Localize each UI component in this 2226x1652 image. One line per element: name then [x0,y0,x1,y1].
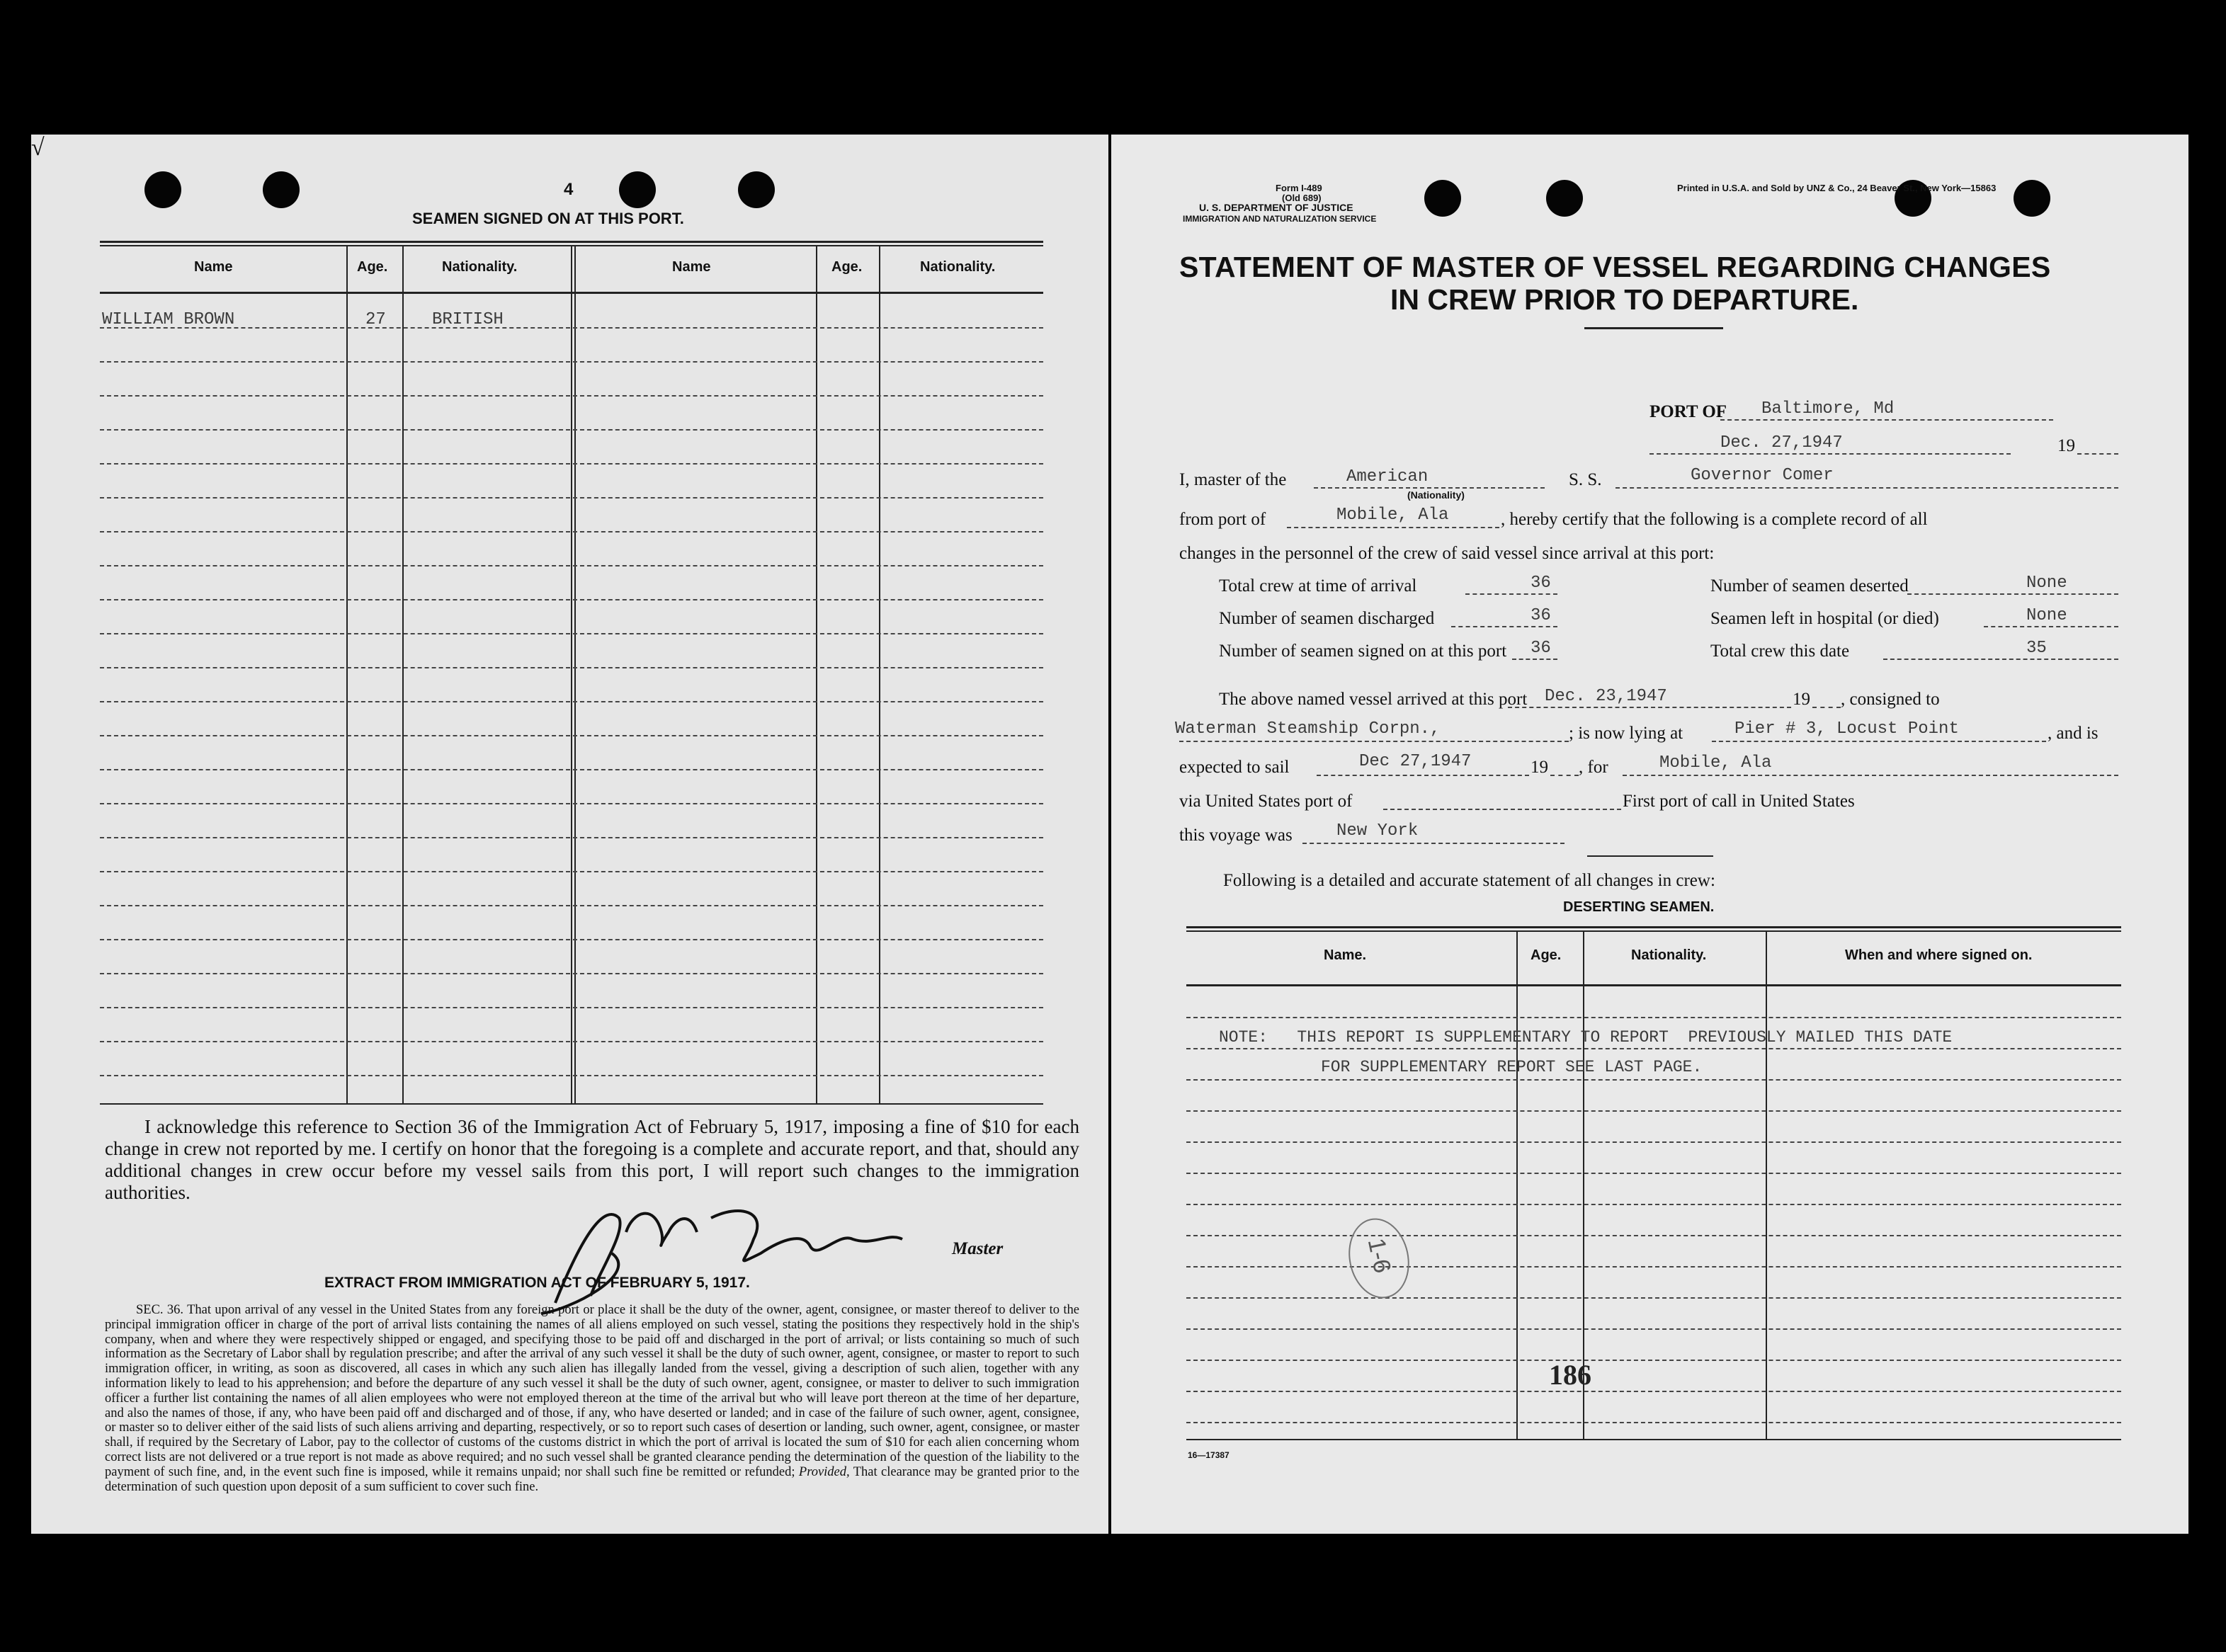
col-deserting-name: Name. [1324,947,1367,963]
expected-label: expected to sail [1179,758,1290,777]
punch-hole [2014,180,2050,217]
note-line2: FOR SUPPLEMENTARY REPORT SEE LAST PAGE. [1321,1058,1703,1076]
stat-total-arrival-label: Total crew at time of arrival [1219,576,1417,596]
col-deserting-age: Age. [1531,947,1562,963]
page-number: 4 [564,180,574,199]
printer-line: Printed in U.S.A. and Sold by UNZ & Co., 24 Beaver St., New York—15863 [1677,183,1997,193]
arrived-value: Dec. 23,1947 [1545,687,1667,706]
consignee-value: Waterman Steamship Corpn., [1175,719,1441,739]
changes-text: changes in the personnel of the crew of said vessel since arrival at this port: [1179,544,1715,563]
sail-value: Dec 27,1947 [1359,752,1472,771]
stat-deserted-value: None [2026,574,2067,593]
master-label: Master [952,1239,1004,1258]
punch-hole [144,171,181,208]
punch-hole [619,171,656,208]
seaman-age: 27 [365,310,386,329]
port-of-label: PORT OF [1649,402,1727,421]
right-page [1111,135,2188,1534]
seaman-nationality: BRITISH [432,310,504,329]
arrived-year: 19 [1793,690,1810,709]
for-value: Mobile, Ala [1659,753,1772,773]
acknowledgment-text: I acknowledge this reference to Section 36 of the Immigration Act of February 5, 1917, imposing a fine of $10 for each change in crew not reported by me. I certify on honor that the foregoing is a complete and accurate report, and that, should any additional changes in crew occur before my vessel sails from this port, I will report such changes to the immigration authorities. [105,1116,1079,1203]
department: U. S. DEPARTMENT OF JUSTICE [1199,202,1353,213]
stat-signed-on-label: Number of seamen signed on at this port [1219,642,1507,661]
form-title-line2: IN CREW PRIOR TO DEPARTURE. [1390,283,1859,316]
form-number: Form I-489 [1276,183,1322,193]
extract-text: SEC. 36. That upon arrival of any vessel in the United States from any foreign port or place it shall be the duty of the owner, agent, consignee, or master thereof to deliver to the principal immigration officer in charge of the port of arrival lists containing the names of all aliens employed on such vessel, stating the positions they respectively hold in the ship's company, when and where they were respectively shipped or engaged, and specifying those to be paid off and discharged in the port of arrival; or lists containing so much of such information as the Secretary of Labor shall by regulation prescribe; and after the arrival of any such vessel it shall be the duty of such owner, agent, consignee, or master to report to such immigration officer, in writing, as soon as discovered, all cases in which any such alien has illegally landed from the vessel, giving a description of such alien, together with any information likely to lead to his apprehension; and before the departure of any such vessel it shall be the duty of such owner, agent, consignee, or master to deliver to such immigration officer a further list containing the names of all alien employees who were not employed thereon at the time of the arrival but who will leave port thereon at the time of her departure, and also the names of those, if any, who have been paid off and discharged and of those, if any, who have deserted or landed; and in case of the failure of such owner, agent, consignee, or master so to deliver either of the said lists of such aliens arriving and departing, respectively, or so to report such cases of desertion or landing, such owner, agent, consignee, or master shall, if required by the Secretary of Labor, pay to the collector of customs of the customs district in which the port of arrival is located the sum of $10 for each alien concerning whom correct lists are not delivered or a true report is not made as above required; and no such vessel shall be granted clearance pending the determination of the question of the liability to the payment of such fine, and, in the event such fine is imposed, while it remains unpaid; nor shall such fine be remitted or refunded; Provided, That clearance may be granted prior to the determination of such question upon deposit of a sum sufficient to cover such fine. [105,1303,1080,1494]
form-title-line1: STATEMENT OF MASTER OF VESSEL REGARDING CHANGES [1179,251,2051,283]
voyage-label: this voyage was [1179,826,1293,845]
col-age: Age. [357,259,388,275]
left-page [31,135,1108,1534]
form-old-number: (Old 689) [1282,193,1322,203]
port-of-value: Baltimore, Md [1761,399,1895,418]
col-name-2: Name [672,259,711,275]
footer-code: 16—17387 [1188,1450,1230,1460]
col-nationality-2: Nationality. [920,259,996,275]
nationality-caption: (Nationality) [1407,489,1465,501]
col-name: Name [194,259,233,275]
from-port-value: Mobile, Ala [1336,506,1449,525]
year-prefix: 19 [2057,436,2075,455]
certify-text: , hereby certify that the following is a complete record of all [1501,510,1928,529]
stat-signed-on-value: 36 [1531,639,1551,658]
ss-label: S. S. [1569,470,1602,489]
for-label: , for [1579,758,1608,777]
col-deserting-nationality: Nationality. [1631,947,1707,963]
stamp-number: 186 [1549,1359,1591,1391]
master-of-label: I, master of the [1179,470,1287,489]
stat-deserted-label: Number of seamen deserted [1710,576,1909,596]
lying-label: ; is now lying at [1569,724,1683,743]
lying-value: Pier # 3, Locust Point [1734,719,1959,739]
stat-hospital-value: None [2026,606,2067,625]
check-mark: √ [31,135,45,161]
stat-discharged-label: Number of seamen discharged [1219,609,1435,628]
sec-label: SEC. 36. [136,1303,184,1317]
following-text: Following is a detailed and accurate statement of all changes in crew: [1223,871,1715,890]
stat-total-date-value: 35 [2026,639,2047,658]
stat-total-date-label: Total crew this date [1710,642,1850,661]
arrived-label: The above named vessel arrived at this port [1219,690,1528,709]
col-nationality: Nationality. [442,259,518,275]
nationality-value: American [1346,467,1429,486]
stat-hospital-label: Seamen left in hospital (or died) [1710,609,1939,628]
extract-title: EXTRACT FROM IMMIGRATION ACT OF FEBRUARY 5, 1917. [324,1275,750,1291]
col-age-2: Age. [831,259,863,275]
via-label: via United States port of [1179,792,1353,811]
section-rule [1587,855,1713,857]
from-port-label: from port of [1179,510,1266,529]
deserting-title: DESERTING SEAMEN. [1563,899,1715,915]
punch-hole [738,171,775,208]
master-signature [527,1190,980,1317]
punch-hole [1424,180,1461,217]
note-line1: NOTE: THIS REPORT IS SUPPLEMENTARY TO REPORT PREVIOUSLY MAILED THIS DATE [1219,1028,1953,1047]
date-value: Dec. 27,1947 [1720,433,1843,452]
signed-on-title: SEAMEN SIGNED ON AT THIS PORT. [412,210,684,227]
seaman-name: WILLIAM BROWN [102,310,235,329]
title-rule [1584,327,1723,329]
consigned-label: , consigned to [1841,690,1940,709]
stat-discharged-value: 36 [1531,606,1551,625]
sail-year: 19 [1531,758,1548,777]
punch-hole [263,171,300,208]
circled-mark: 1-6 [1341,1213,1416,1304]
ship-name: Governor Comer [1691,466,1834,485]
voyage-value: New York [1336,821,1419,841]
and-is: , and is [2048,724,2099,743]
service: IMMIGRATION AND NATURALIZATION SERVICE [1183,214,1377,224]
first-port-label: First port of call in United States [1623,792,1855,811]
col-deserting-signed-on: When and where signed on. [1845,947,2033,963]
stat-total-arrival-value: 36 [1531,574,1551,593]
punch-hole [1546,180,1583,217]
